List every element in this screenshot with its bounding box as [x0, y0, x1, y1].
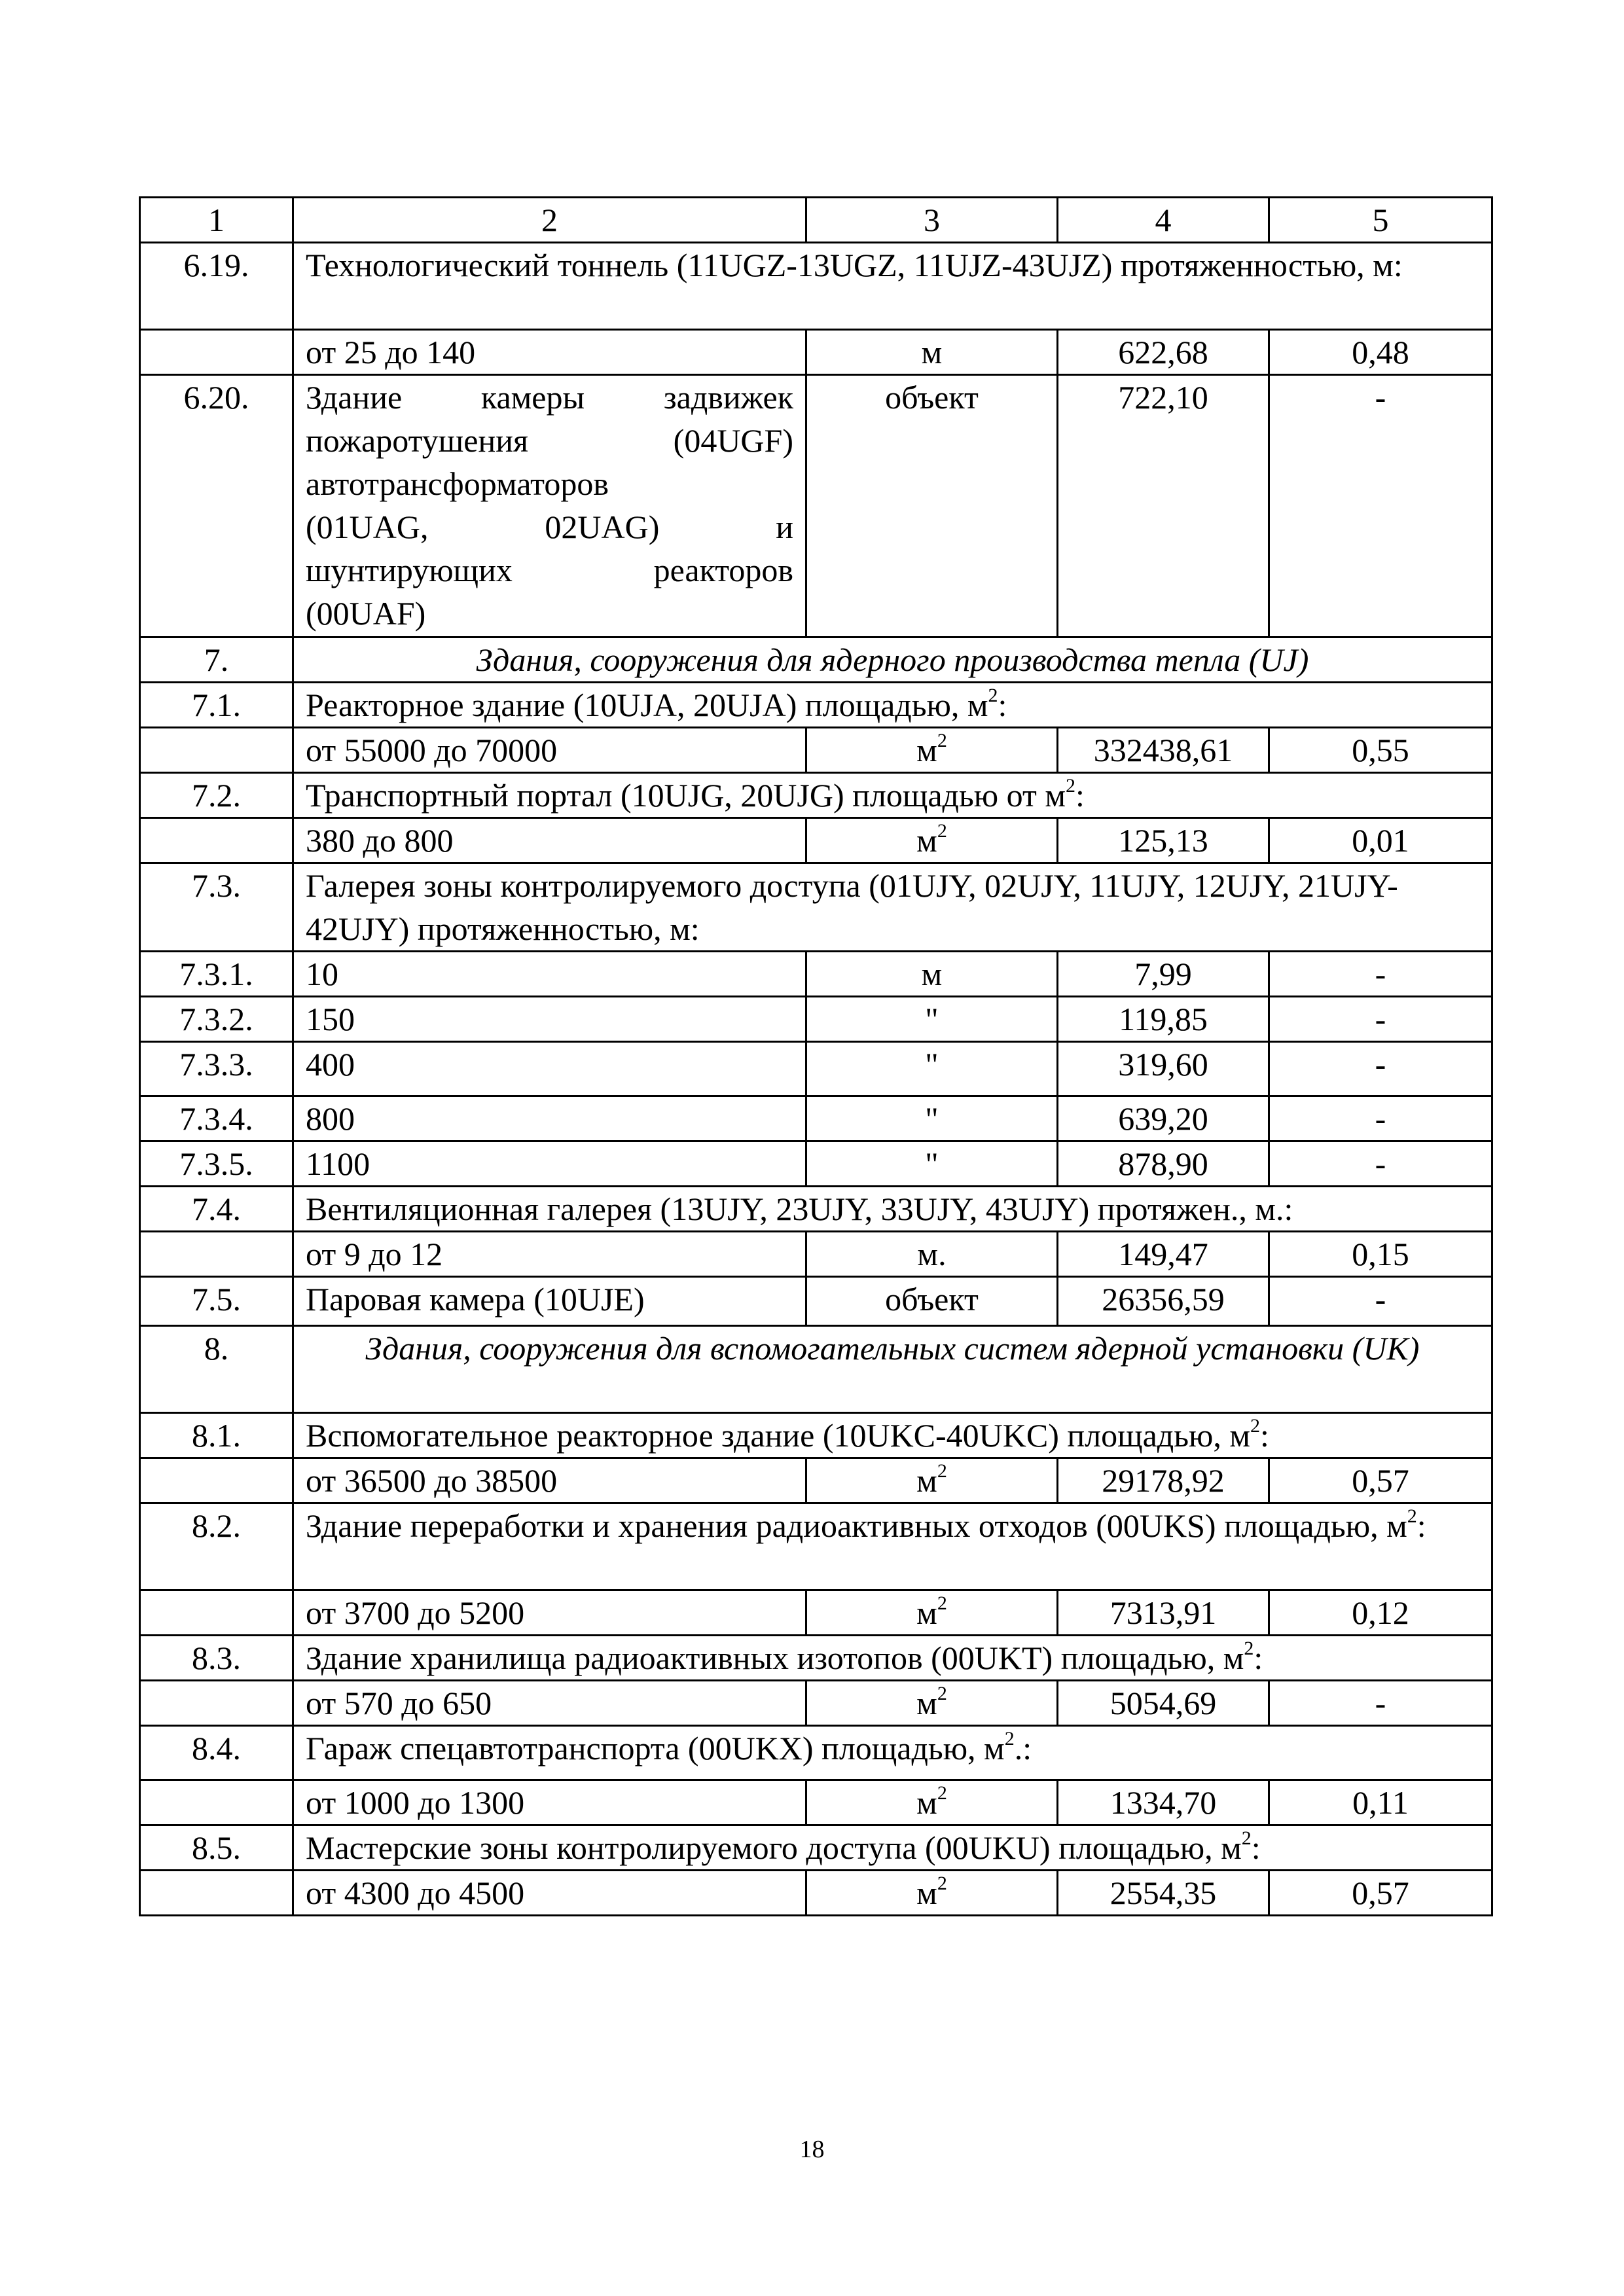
row-range: от 570 до 650 [293, 1681, 806, 1726]
row-coefficient: - [1269, 952, 1492, 997]
row-coefficient: - [1269, 1096, 1492, 1141]
row-coefficient: 0,57 [1269, 1458, 1492, 1503]
header-col-2: 2 [293, 198, 806, 243]
row-range: 800 [293, 1096, 806, 1141]
row-number: 8.3. [140, 1636, 293, 1681]
table-row [140, 818, 1492, 863]
row-coefficient: 0,57 [1269, 1871, 1492, 1916]
desc-text: Здание хранилища радиоактивных изотопов (00UKT) площадью, м [306, 1640, 1244, 1676]
table-row [140, 863, 1492, 952]
row-coefficient: - [1269, 1277, 1492, 1326]
section-number: 8. [140, 1326, 293, 1413]
superscript: 2 [1407, 1505, 1417, 1527]
row-unit [806, 1590, 1058, 1636]
table-row [140, 1141, 1492, 1187]
row-description: Паровая камера (10UJE) [293, 1277, 806, 1326]
row-description: Вентиляционная галерея (13UJY, 23UJY, 33UJY, 43UJY) протяжен., м.: [293, 1187, 1492, 1232]
table-row [140, 1232, 1492, 1277]
row-number: 7.4. [140, 1187, 293, 1232]
row-number-empty [140, 818, 293, 863]
table-row [140, 997, 1492, 1042]
row-range: 1100 [293, 1141, 806, 1187]
row-number-empty [140, 1681, 293, 1726]
row-value: 319,60 [1058, 1042, 1269, 1096]
desc-text: Здание переработки и хранения радиоактивных отходов (00UKS) площадью, м [306, 1507, 1407, 1544]
section-number: 7. [140, 637, 293, 683]
header-row [140, 198, 1492, 243]
row-number-empty [140, 728, 293, 773]
row-number: 8.4. [140, 1726, 293, 1780]
table-row [140, 1825, 1492, 1871]
desc-line: (00UAF) [306, 595, 426, 632]
section-row [140, 637, 1492, 683]
row-coefficient: - [1269, 1141, 1492, 1187]
superscript: 2 [988, 685, 998, 706]
row-description [293, 683, 1492, 728]
superscript: 2 [1244, 1638, 1254, 1659]
row-number: 7.3.4. [140, 1096, 293, 1141]
row-unit [806, 818, 1058, 863]
row-range: от 9 до 12 [293, 1232, 806, 1277]
row-unit [806, 1780, 1058, 1825]
row-coefficient: 0,48 [1269, 330, 1492, 375]
row-value: 125,13 [1058, 818, 1269, 863]
desc-line: автотрансформаторов [306, 465, 609, 502]
desc-text: Реакторное здание (10UJA, 20UJA) площадью, м [306, 687, 988, 723]
row-number: 8.2. [140, 1503, 293, 1590]
row-value: 622,68 [1058, 330, 1269, 375]
unit-text: м [916, 1685, 937, 1721]
desc-tail: .: [1014, 1730, 1032, 1767]
section-title: Здания, сооружения для вспомогательных систем ядерной установки (UK) [293, 1326, 1492, 1413]
header-col-1: 1 [140, 198, 293, 243]
row-number-empty [140, 1232, 293, 1277]
row-value: 1334,70 [1058, 1780, 1269, 1825]
row-number: 8.1. [140, 1413, 293, 1458]
desc-tail: : [1416, 1507, 1426, 1544]
row-description [293, 375, 806, 637]
header-col-5: 5 [1269, 198, 1492, 243]
superscript: 2 [937, 1683, 947, 1704]
row-value: 878,90 [1058, 1141, 1269, 1187]
table-row [140, 1681, 1492, 1726]
table-row [140, 330, 1492, 375]
superscript: 2 [937, 1592, 947, 1614]
row-number: 7.3.3. [140, 1042, 293, 1096]
row-value: 722,10 [1058, 375, 1269, 637]
desc-line: шунтирующих реакторов [306, 552, 793, 588]
table-row [140, 683, 1492, 728]
table-row [140, 1590, 1492, 1636]
row-number-empty [140, 1590, 293, 1636]
superscript: 2 [1004, 1728, 1015, 1749]
table-row [140, 1187, 1492, 1232]
row-unit: объект [806, 375, 1058, 637]
row-value: 5054,69 [1058, 1681, 1269, 1726]
row-number-empty [140, 1458, 293, 1503]
desc-line: (01UAG, 02UAG) и [306, 509, 793, 545]
row-description [293, 1726, 1492, 1780]
superscript: 2 [937, 730, 947, 751]
row-coefficient: - [1269, 1681, 1492, 1726]
row-coefficient: 0,01 [1269, 818, 1492, 863]
row-description [293, 1413, 1492, 1458]
row-unit: м [806, 330, 1058, 375]
row-unit [806, 1871, 1058, 1916]
row-unit: " [806, 1096, 1058, 1141]
table-row [140, 1503, 1492, 1590]
superscript: 2 [937, 820, 947, 842]
row-number: 7.3.1. [140, 952, 293, 997]
row-coefficient: - [1269, 375, 1492, 637]
superscript: 2 [937, 1460, 947, 1482]
unit-text: м [916, 732, 937, 768]
row-description: Технологический тоннель (11UGZ-13UGZ, 11UJZ-43UJZ) протяженностью, м: [293, 243, 1492, 330]
row-value: 639,20 [1058, 1096, 1269, 1141]
unit-text: м [916, 822, 937, 859]
row-coefficient: - [1269, 997, 1492, 1042]
row-description [293, 1825, 1492, 1871]
row-coefficient: 0,12 [1269, 1590, 1492, 1636]
desc-tail: : [1251, 1829, 1261, 1866]
row-description [293, 1636, 1492, 1681]
desc-text: Вспомогательное реакторное здание (10UKC-40UKC) площадью, м [306, 1417, 1251, 1454]
row-value: 2554,35 [1058, 1871, 1269, 1916]
row-range: от 3700 до 5200 [293, 1590, 806, 1636]
row-unit [806, 1681, 1058, 1726]
row-unit: " [806, 1042, 1058, 1096]
row-number: 7.2. [140, 773, 293, 818]
table-row [140, 1096, 1492, 1141]
row-value: 119,85 [1058, 997, 1269, 1042]
row-range: от 4300 до 4500 [293, 1871, 806, 1916]
row-coefficient: 0,11 [1269, 1780, 1492, 1825]
desc-text: Транспортный портал (10UJG, 20UJG) площадью от м [306, 777, 1066, 814]
row-range: 380 до 800 [293, 818, 806, 863]
superscript: 2 [1065, 775, 1075, 797]
row-range: от 55000 до 70000 [293, 728, 806, 773]
row-range: 150 [293, 997, 806, 1042]
row-value: 149,47 [1058, 1232, 1269, 1277]
unit-text: м [916, 1462, 937, 1499]
row-number: 7.3.5. [140, 1141, 293, 1187]
row-range: от 36500 до 38500 [293, 1458, 806, 1503]
desc-tail: : [1075, 777, 1085, 814]
table-row [140, 243, 1492, 330]
row-number: 6.20. [140, 375, 293, 637]
desc-tail: : [1254, 1640, 1263, 1676]
row-unit [806, 728, 1058, 773]
superscript: 2 [1241, 1827, 1252, 1849]
row-unit: объект [806, 1277, 1058, 1326]
table-row [140, 1636, 1492, 1681]
row-number-empty [140, 330, 293, 375]
desc-text: Мастерские зоны контролируемого доступа (00UKU) площадью, м [306, 1829, 1242, 1866]
superscript: 2 [937, 1782, 947, 1804]
row-value: 7313,91 [1058, 1590, 1269, 1636]
table-row [140, 773, 1492, 818]
row-number: 7.3. [140, 863, 293, 952]
superscript: 2 [937, 1873, 947, 1894]
row-number: 7.3.2. [140, 997, 293, 1042]
row-value: 29178,92 [1058, 1458, 1269, 1503]
row-number: 7.5. [140, 1277, 293, 1326]
page-number: 18 [799, 2136, 825, 2163]
row-value: 7,99 [1058, 952, 1269, 997]
row-range: 400 [293, 1042, 806, 1096]
row-range: от 1000 до 1300 [293, 1780, 806, 1825]
row-number: 6.19. [140, 243, 293, 330]
unit-text: м [916, 1784, 937, 1821]
unit-text: м [916, 1594, 937, 1631]
row-number-empty [140, 1780, 293, 1825]
header-col-4: 4 [1058, 198, 1269, 243]
table-row [140, 1458, 1492, 1503]
desc-line: Здание камеры задвижек [306, 379, 793, 416]
row-range: 10 [293, 952, 806, 997]
row-number: 7.1. [140, 683, 293, 728]
row-value: 26356,59 [1058, 1277, 1269, 1326]
table-row [140, 728, 1492, 773]
row-coefficient: 0,55 [1269, 728, 1492, 773]
desc-tail: : [1260, 1417, 1269, 1454]
row-coefficient: 0,15 [1269, 1232, 1492, 1277]
table-row [140, 1871, 1492, 1916]
table-row [140, 952, 1492, 997]
unit-text: м [916, 1874, 937, 1911]
desc-line: пожаротушения (04UGF) [306, 422, 793, 459]
section-title: Здания, сооружения для ядерного производства тепла (UJ) [293, 637, 1492, 683]
table-row [140, 1726, 1492, 1780]
row-unit: " [806, 1141, 1058, 1187]
row-unit: м [806, 952, 1058, 997]
desc-text: Гараж спецавтотранспорта (00UKX) площадью, м [306, 1730, 1005, 1767]
desc-tail: : [998, 687, 1007, 723]
data-table [139, 196, 1493, 1916]
row-value: 332438,61 [1058, 728, 1269, 773]
row-unit: м. [806, 1232, 1058, 1277]
row-range: от 25 до 140 [293, 330, 806, 375]
row-description [293, 773, 1492, 818]
row-coefficient: - [1269, 1042, 1492, 1096]
table-row [140, 1780, 1492, 1825]
table-row [140, 375, 1492, 637]
row-number: 8.5. [140, 1825, 293, 1871]
table-row [140, 1042, 1492, 1096]
section-row [140, 1326, 1492, 1413]
row-number-empty [140, 1871, 293, 1916]
row-unit: " [806, 997, 1058, 1042]
table-row [140, 1413, 1492, 1458]
header-col-3: 3 [806, 198, 1058, 243]
superscript: 2 [1250, 1415, 1261, 1437]
row-unit [806, 1458, 1058, 1503]
row-description: Галерея зоны контролируемого доступа (01UJY, 02UJY, 11UJY, 12UJY, 21UJY-42UJY) протяженностью, м: [293, 863, 1492, 952]
row-description [293, 1503, 1492, 1590]
table-row [140, 1277, 1492, 1326]
